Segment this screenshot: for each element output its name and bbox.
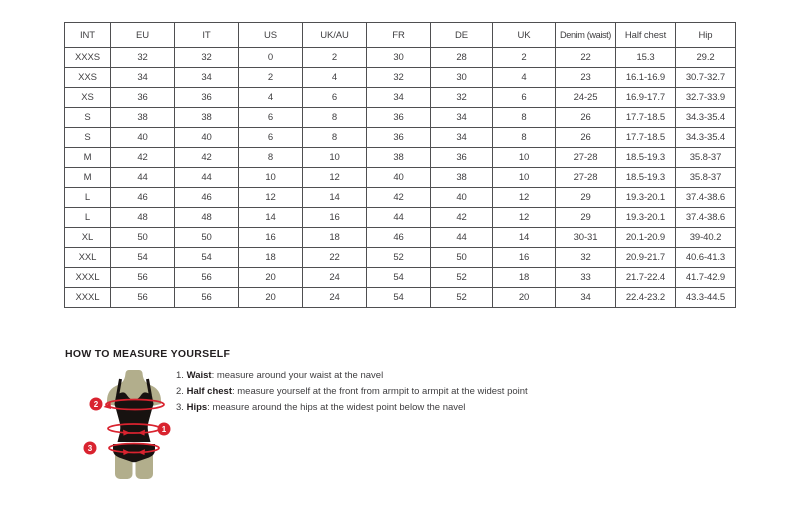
size-value-cell: 30-31: [556, 228, 616, 248]
size-value-cell: 54: [367, 268, 431, 288]
size-value-cell: 34: [111, 68, 175, 88]
size-value-cell: 18.5-19.3: [616, 168, 676, 188]
column-header: EU: [111, 23, 175, 48]
item-text: : measure around your waist at the navel: [211, 370, 384, 381]
size-value-cell: 34: [431, 128, 493, 148]
size-value-cell: 2: [239, 68, 303, 88]
size-value-cell: 15.3: [616, 48, 676, 68]
size-label-cell: S: [65, 108, 111, 128]
size-value-cell: 22: [556, 48, 616, 68]
size-value-cell: 28: [431, 48, 493, 68]
size-value-cell: 20: [239, 268, 303, 288]
size-value-cell: 6: [239, 108, 303, 128]
size-value-cell: 54: [367, 288, 431, 308]
size-value-cell: 27-28: [556, 168, 616, 188]
column-header: UK: [493, 23, 556, 48]
size-value-cell: 4: [303, 68, 367, 88]
size-value-cell: 50: [175, 228, 239, 248]
size-value-cell: 34.3-35.4: [676, 108, 736, 128]
size-label-cell: XS: [65, 88, 111, 108]
size-value-cell: 26: [556, 128, 616, 148]
size-label-cell: M: [65, 148, 111, 168]
size-value-cell: 32: [175, 48, 239, 68]
size-value-cell: 6: [303, 88, 367, 108]
size-value-cell: 32.7-33.9: [676, 88, 736, 108]
table-row: [65, 208, 736, 228]
size-value-cell: 42: [175, 148, 239, 168]
size-value-cell: 43.3-44.5: [676, 288, 736, 308]
size-value-cell: 32: [556, 248, 616, 268]
size-label-cell: XXXL: [65, 268, 111, 288]
size-value-cell: 19.3-20.1: [616, 188, 676, 208]
size-value-cell: 46: [175, 188, 239, 208]
size-value-cell: 32: [431, 88, 493, 108]
size-value-cell: 56: [175, 268, 239, 288]
size-value-cell: 10: [303, 148, 367, 168]
size-value-cell: 8: [239, 148, 303, 168]
size-value-cell: 34: [431, 108, 493, 128]
waist-badge-number: 1: [161, 424, 167, 434]
size-value-cell: 29: [556, 208, 616, 228]
size-value-cell: 36: [111, 88, 175, 108]
column-header: UK/AU: [303, 23, 367, 48]
size-value-cell: 42: [367, 188, 431, 208]
size-value-cell: 2: [303, 48, 367, 68]
size-value-cell: 48: [175, 208, 239, 228]
size-value-cell: 18: [239, 248, 303, 268]
size-value-cell: 18.5-19.3: [616, 148, 676, 168]
size-value-cell: 18: [303, 228, 367, 248]
size-value-cell: 8: [493, 108, 556, 128]
size-label-cell: XL: [65, 228, 111, 248]
size-value-cell: 16: [303, 208, 367, 228]
size-value-cell: 46: [111, 188, 175, 208]
size-value-cell: 56: [175, 288, 239, 308]
size-value-cell: 40.6-41.3: [676, 248, 736, 268]
size-value-cell: 20: [239, 288, 303, 308]
size-value-cell: 44: [175, 168, 239, 188]
size-value-cell: 16: [493, 248, 556, 268]
size-value-cell: 37.4-38.6: [676, 208, 736, 228]
size-value-cell: 14: [493, 228, 556, 248]
size-value-cell: 29.2: [676, 48, 736, 68]
mannequin-illustration: [80, 368, 180, 482]
size-value-cell: 29: [556, 188, 616, 208]
size-value-cell: 17.7-18.5: [616, 108, 676, 128]
size-value-cell: 30: [367, 48, 431, 68]
size-value-cell: 12: [493, 188, 556, 208]
size-value-cell: 8: [493, 128, 556, 148]
item-number: 2.: [176, 386, 184, 397]
measure-heading: HOW TO MEASURE YOURSELF: [65, 348, 231, 360]
table-header-row: [65, 23, 736, 48]
size-value-cell: 14: [303, 188, 367, 208]
size-value-cell: 56: [111, 288, 175, 308]
size-value-cell: 50: [111, 228, 175, 248]
size-label-cell: XXL: [65, 248, 111, 268]
measurement-figure: [80, 368, 180, 482]
column-header: US: [239, 23, 303, 48]
size-value-cell: 40: [367, 168, 431, 188]
size-value-cell: 2: [493, 48, 556, 68]
table-row: [65, 188, 736, 208]
item-label: Half chest: [186, 386, 232, 397]
item-label: Hips: [186, 402, 208, 413]
measure-item-waist: [176, 371, 596, 382]
table-row: [65, 268, 736, 288]
size-value-cell: 22: [303, 248, 367, 268]
size-value-cell: 50: [431, 248, 493, 268]
size-value-cell: 23: [556, 68, 616, 88]
size-value-cell: 54: [111, 248, 175, 268]
size-value-cell: 6: [239, 128, 303, 148]
size-conversion-table: [64, 22, 736, 308]
size-value-cell: 12: [239, 188, 303, 208]
size-value-cell: 35.8-37: [676, 148, 736, 168]
size-value-cell: 35.8-37: [676, 168, 736, 188]
column-header: Hip: [676, 23, 736, 48]
size-value-cell: 24-25: [556, 88, 616, 108]
size-value-cell: 36: [367, 108, 431, 128]
size-label-cell: S: [65, 128, 111, 148]
size-label-cell: L: [65, 208, 111, 228]
size-value-cell: 10: [493, 148, 556, 168]
size-value-cell: 36: [431, 148, 493, 168]
size-value-cell: 52: [367, 248, 431, 268]
table-row: [65, 108, 736, 128]
size-value-cell: 52: [431, 288, 493, 308]
size-value-cell: 40: [111, 128, 175, 148]
size-value-cell: 36: [367, 128, 431, 148]
size-value-cell: 8: [303, 128, 367, 148]
size-value-cell: 54: [175, 248, 239, 268]
item-text: : measure around the hips at the widest point below the navel: [207, 402, 466, 413]
size-value-cell: 37.4-38.6: [676, 188, 736, 208]
size-value-cell: 40: [175, 128, 239, 148]
column-header: INT: [65, 23, 111, 48]
size-value-cell: 10: [239, 168, 303, 188]
size-value-cell: 41.7-42.9: [676, 268, 736, 288]
size-value-cell: 14: [239, 208, 303, 228]
size-label-cell: XXXS: [65, 48, 111, 68]
column-header: DE: [431, 23, 493, 48]
table-row: [65, 228, 736, 248]
table-row: [65, 128, 736, 148]
size-value-cell: 16.1-16.9: [616, 68, 676, 88]
column-header: Half chest: [616, 23, 676, 48]
size-value-cell: 34: [367, 88, 431, 108]
measure-item-hips: [176, 403, 596, 414]
item-number: 3.: [176, 402, 184, 413]
column-header: Denim (waist): [556, 23, 616, 48]
size-value-cell: 21.7-22.4: [616, 268, 676, 288]
item-number: 1.: [176, 370, 184, 381]
size-value-cell: 34: [556, 288, 616, 308]
size-label-cell: M: [65, 168, 111, 188]
table-row: [65, 168, 736, 188]
size-value-cell: 17.7-18.5: [616, 128, 676, 148]
size-value-cell: 6: [493, 88, 556, 108]
size-label-cell: XXXL: [65, 288, 111, 308]
size-value-cell: 42: [431, 208, 493, 228]
size-value-cell: 4: [493, 68, 556, 88]
size-value-cell: 0: [239, 48, 303, 68]
size-value-cell: 38: [111, 108, 175, 128]
item-label: Waist: [186, 370, 212, 381]
size-value-cell: 32: [111, 48, 175, 68]
table-row: [65, 48, 736, 68]
size-value-cell: 56: [111, 268, 175, 288]
size-value-cell: 34.3-35.4: [676, 128, 736, 148]
size-value-cell: 10: [493, 168, 556, 188]
size-value-cell: 12: [303, 168, 367, 188]
table-row: [65, 88, 736, 108]
size-value-cell: 24: [303, 288, 367, 308]
size-label-cell: XXS: [65, 68, 111, 88]
table-row: [65, 68, 736, 88]
size-value-cell: 52: [431, 268, 493, 288]
size-value-cell: 44: [111, 168, 175, 188]
size-value-cell: 44: [367, 208, 431, 228]
size-value-cell: 4: [239, 88, 303, 108]
column-header: FR: [367, 23, 431, 48]
hip-badge-number: 3: [87, 443, 93, 453]
size-value-cell: 40: [431, 188, 493, 208]
chest-badge-number: 2: [93, 399, 99, 409]
size-value-cell: 38: [431, 168, 493, 188]
column-header: IT: [175, 23, 239, 48]
size-value-cell: 38: [175, 108, 239, 128]
measure-item-half-chest: [176, 387, 596, 398]
size-value-cell: 30: [431, 68, 493, 88]
size-value-cell: 18: [493, 268, 556, 288]
table-row: [65, 148, 736, 168]
size-value-cell: 44: [431, 228, 493, 248]
size-value-cell: 46: [367, 228, 431, 248]
size-value-cell: 32: [367, 68, 431, 88]
table-row: [65, 288, 736, 308]
size-value-cell: 33: [556, 268, 616, 288]
measure-instructions: [176, 371, 596, 419]
size-value-cell: 16.9-17.7: [616, 88, 676, 108]
size-value-cell: 39-40.2: [676, 228, 736, 248]
size-label-cell: L: [65, 188, 111, 208]
size-value-cell: 12: [493, 208, 556, 228]
size-value-cell: 16: [239, 228, 303, 248]
size-value-cell: 34: [175, 68, 239, 88]
size-value-cell: 20.9-21.7: [616, 248, 676, 268]
size-value-cell: 20: [493, 288, 556, 308]
size-value-cell: 38: [367, 148, 431, 168]
size-value-cell: 22.4-23.2: [616, 288, 676, 308]
table-row: [65, 248, 736, 268]
size-value-cell: 24: [303, 268, 367, 288]
size-value-cell: 8: [303, 108, 367, 128]
size-value-cell: 36: [175, 88, 239, 108]
size-value-cell: 26: [556, 108, 616, 128]
size-value-cell: 19.3-20.1: [616, 208, 676, 228]
size-value-cell: 48: [111, 208, 175, 228]
item-text: : measure yourself at the front from armpit to armpit at the widest point: [231, 386, 528, 397]
size-value-cell: 42: [111, 148, 175, 168]
size-value-cell: 20.1-20.9: [616, 228, 676, 248]
size-value-cell: 27-28: [556, 148, 616, 168]
size-value-cell: 30.7-32.7: [676, 68, 736, 88]
